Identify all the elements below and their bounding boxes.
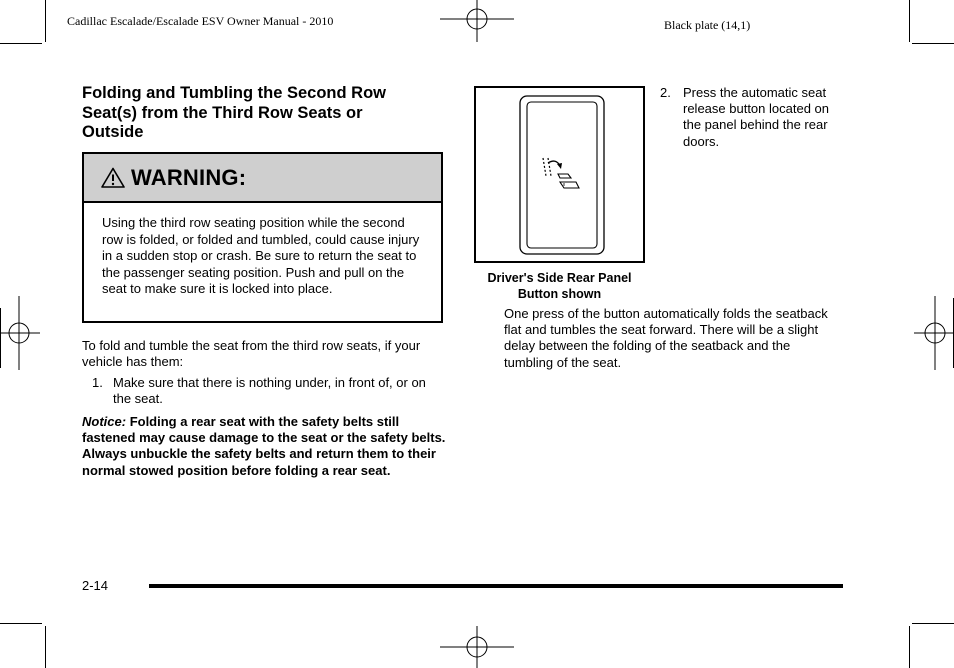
caption-line: Button shown <box>517 287 602 301</box>
panel-figure <box>474 86 645 263</box>
notice-paragraph <box>82 414 447 479</box>
step-text: Press the automatic seat release button located on the panel behind the rear doors. <box>683 85 829 149</box>
step-number: 2. <box>660 85 671 100</box>
notice-text: Folding a rear seat with the safety belts still fastened may cause damage to the seat or the safety belts. Always unbuckle the safety belts and return them to their normal stowed position before folding a rear seat. <box>82 414 446 478</box>
footer-rule <box>149 584 843 588</box>
registration-mark-icon <box>914 296 954 370</box>
warning-header <box>84 154 441 203</box>
figure-caption <box>474 270 645 302</box>
plate-label: Black plate (14,1) <box>664 18 751 32</box>
notice-label: Notice: <box>82 414 127 429</box>
followup-paragraph: One press of the button automatically folds the seatback flat and tumbles the seat forward. There will be a slight delay between the folding of the seatback and the tumbling of the seat. <box>504 306 828 370</box>
seat-fold-button-icon <box>476 88 643 261</box>
intro-paragraph: To fold and tumble the seat from the third row seats, if your vehicle has them: <box>82 338 421 370</box>
section-title: Folding and Tumbling the Second Row Seat(s) from the Third Row Seats or Outside <box>82 84 387 141</box>
warning-triangle-icon <box>101 167 125 188</box>
warning-title: WARNING: <box>131 164 247 190</box>
registration-mark-icon <box>440 0 514 42</box>
page-number: 2-14 <box>82 578 109 593</box>
registration-mark-icon <box>0 296 40 370</box>
caption-line: Driver's Side Rear Panel <box>487 271 632 285</box>
manual-title: Cadillac Escalade/Escalade ESV Owner Manual - 2010 <box>67 14 334 28</box>
step-text: Make sure that there is nothing under, in front of, or on the seat. <box>113 375 426 407</box>
step-number: 1. <box>92 375 103 390</box>
warning-box <box>82 152 443 323</box>
registration-mark-icon <box>440 626 514 668</box>
warning-text: Using the third row seating position while the second row is folded, or folded and tumbled, could cause injury in a sudden stop or crash. Be sure to return the seat to the passenger seating position. Push and pull on the seat to make sure it is locked into place. <box>102 215 420 297</box>
